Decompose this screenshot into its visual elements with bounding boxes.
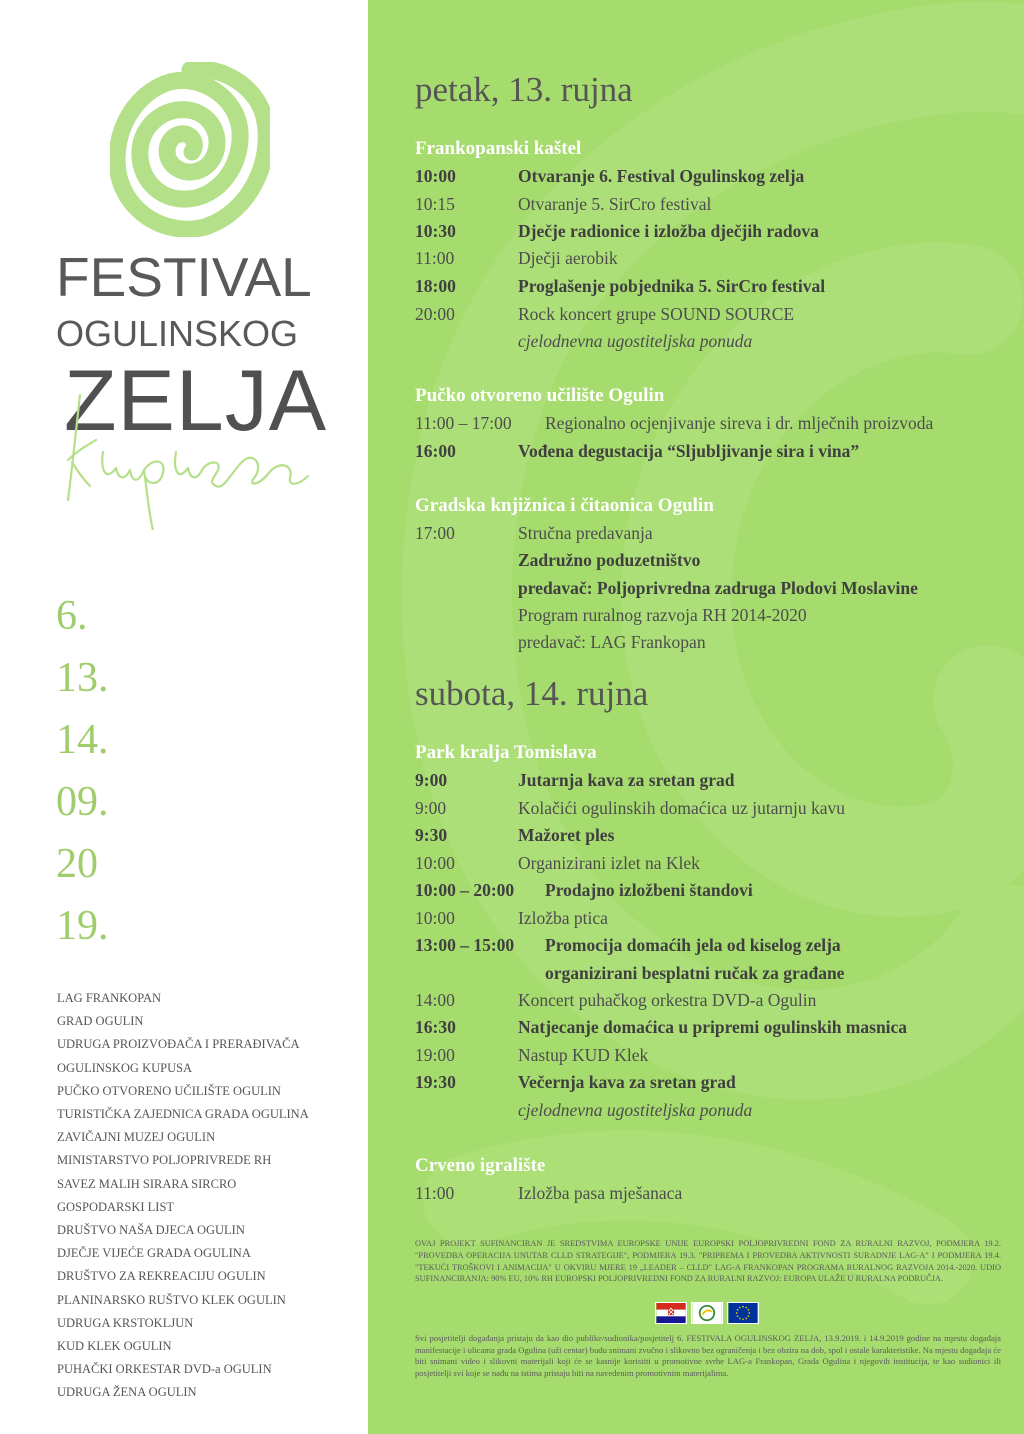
event-time: 11:00	[415, 1183, 455, 1203]
schedule-row	[415, 196, 711, 214]
event-time: 9:30	[415, 825, 448, 845]
croatia-flag-icon	[655, 1302, 687, 1324]
venue-heading: Pučko otvoreno učilište Ogulin	[415, 385, 665, 406]
event-title: Natjecanje domaćica u pripremi ogulinskih masnica	[518, 1017, 908, 1037]
schedule-row	[415, 827, 614, 845]
partner-item: GOSPODARSKI LIST	[57, 1199, 175, 1214]
schedule-row	[415, 306, 794, 324]
event-time: 20:00	[415, 304, 455, 324]
left-column	[0, 0, 368, 1434]
schedule-row	[415, 1047, 648, 1065]
festival-dates	[56, 585, 109, 957]
schedule-row	[415, 800, 845, 818]
partner-item: UDRUGA KRSTOKLJUN	[57, 1315, 194, 1330]
partner-item: TURISTIČKA ZAJEDNICA GRADA OGULINA	[57, 1107, 309, 1122]
event-title: Promocija domaćih jela od kiselog zelja	[545, 935, 841, 955]
lecture-line: Program ruralnog razvoja RH 2014-2020	[518, 605, 807, 625]
partner-item: OGULINSKOG KUPUSA	[57, 1060, 193, 1075]
lecture-line: predavač: Poljoprivredna zadruga Plodovi Moslavine	[518, 578, 918, 598]
venue-heading: Park kralja Tomislava	[415, 742, 597, 763]
title-festival: FESTIVAL	[56, 246, 312, 308]
date-line: 13.	[56, 655, 109, 701]
event-title: Izložba pasa mješanaca	[518, 1183, 683, 1203]
lecture-line: Zadružno poduzetništvo	[518, 550, 701, 570]
event-time: 9:00	[415, 798, 447, 818]
event-title: Dječje radionice i izložba dječjih radova	[518, 221, 819, 241]
schedule-row	[415, 882, 753, 900]
event-time: 10:00 – 20:00	[415, 880, 515, 900]
event-title: Rock koncert grupe SOUND SOURCE	[518, 304, 795, 324]
partner-item: PLANINARSKO RUŠTVO KLEK OGULIN	[57, 1292, 286, 1307]
event-title: Izložba ptica	[518, 908, 608, 928]
partner-item: MINISTARSTVO POLJOPRIVREDE RH	[57, 1153, 272, 1168]
event-time: 11:00 – 17:00	[415, 413, 512, 433]
event-time: 10:00	[415, 853, 455, 873]
partner-item: GRAD OGULIN	[57, 1014, 144, 1029]
venue-heading: Frankopanski kaštel	[415, 138, 582, 159]
schedule-row	[415, 772, 734, 790]
schedule-row	[415, 910, 608, 928]
kupusa-script-logo	[58, 390, 348, 530]
event-time: 16:30	[415, 1017, 456, 1037]
event-title: Večernja kava za sretan grad	[518, 1072, 736, 1092]
event-title: Organizirani izlet na Klek	[518, 853, 700, 873]
partner-item: PUHAČKI ORKESTAR DVD-a OGULIN	[57, 1362, 272, 1377]
event-time: 10:15	[415, 194, 455, 214]
schedule-row	[415, 223, 819, 241]
event-title: Otvaranje 6. Festival Ogulinskog zelja	[518, 166, 805, 186]
event-time: 10:00	[415, 908, 455, 928]
partner-item: UDRUGA ŽENA OGULIN	[57, 1385, 197, 1400]
schedule-row	[415, 525, 653, 543]
event-time: 17:00	[415, 523, 455, 543]
schedule-row	[415, 1185, 682, 1203]
partner-item: PUČKO OTVORENO UČILIŠTE OGULIN	[57, 1083, 281, 1098]
schedule-row	[415, 278, 825, 296]
program-panel	[368, 0, 1024, 1434]
event-time: 13:00 – 15:00	[415, 935, 515, 955]
eu-funding-notice: OVAJ PROJEKT SUFINANCIRAN JE SREDSTVIMA EUROPSKE UNIJE EUROPSKI POLJOPRIVREDNI FOND ZA RURALNI RAZVOJ, PODMJERA 19.2. "PROVEDBA OPERACIJA UNUTAR CLLD STRATEGIJE", PODMJERA 19.3. "PRIPREMA I PROVEDBA AKTIVNOSTI SURADNJE LAG-A" I PODMJERA 19.4. "TEKUĆI TROŠKOVI I ANIMACIJA" U OKVIRU MJERE 19 „LEADER – CLLD" LAG-A FRANKOPAN PROGRAMA RURALNOG RAZVOJA 2014.-2020. UDIO SUFINANCIRANJA: 90% EU, 10% RH EUROPSKI POLJOPRIVREDNI FOND ZA RURALNI RAZVOJ: EUROPA ULAŽE U RURALNA PODRUČJA.	[415, 1239, 1001, 1284]
partner-item: DRUŠTVO NAŠA DJECA OGULIN	[57, 1223, 245, 1238]
event-title: Prodajno izložbeni štandovi	[545, 880, 753, 900]
date-line: 19.	[56, 903, 109, 949]
event-time: 16:00	[415, 441, 456, 461]
partner-list	[57, 987, 309, 1405]
day-heading: petak, 13. rujna	[415, 70, 633, 109]
date-line: 09.	[56, 779, 109, 825]
event-title: Nastup KUD Klek	[518, 1045, 649, 1065]
schedule-row	[415, 855, 700, 873]
event-time: 11:00	[415, 248, 455, 268]
venue-heading: Gradska knjižnica i čitaonica Ogulin	[415, 495, 714, 516]
event-time: 19:30	[415, 1072, 456, 1092]
background-spiral-decoration	[368, 0, 1024, 1434]
partner-item: UDRUGA PROIZVOĐAČA I PRERAĐIVAČA	[57, 1037, 300, 1052]
partner-item: DJEČJE VIJEĆE GRADA OGULINA	[57, 1246, 251, 1261]
event-title: Otvaranje 5. SirCro festival	[518, 194, 712, 214]
schedule-row	[415, 168, 804, 186]
catering-note: cjelodnevna ugostiteljska ponuda	[518, 331, 753, 351]
event-time: 14:00	[415, 990, 455, 1010]
venue-heading: Crveno igralište	[415, 1155, 546, 1176]
filming-consent-notice: Svi posjetitelji događanja pristaju da kao dio publike/sudionika/posjetitelj 6. FESTIVALA OGULINSKOG ZELJA, 13.9.2019. i 14.9.2019 godine na mjestu događaja manifestacije i ulicama grada Ogulina (uži centar) budu snimani zvučno i slikovno bez ograničenja i bez obzira na dob, spol i ostale karakteristike. Na mjestu događaja će biti snimani video i slikovni materijali koji će se kasnije koristiti u promotivne svrhe LAG-a Frankopan, Grada Ogulina i njegovih institucija, te kao sudionici ili posjetitelji svi koje se nađu na istima pristaju biti na navedenim promotivnim materijalima.	[415, 1333, 1001, 1378]
event-time: 19:00	[415, 1045, 455, 1065]
event-time: 9:00	[415, 770, 448, 790]
eu-flag-icon	[727, 1302, 759, 1324]
schedule-row	[415, 443, 859, 461]
lecture-line: predavač: LAG Frankopan	[518, 632, 706, 652]
event-title: Regionalno ocjenjivanje sireva i dr. mlječnih proizvoda	[545, 413, 934, 433]
day-heading: subota, 14. rujna	[415, 674, 649, 713]
event-title: Dječji aerobik	[518, 248, 618, 268]
event-title: Koncert puhačkog orkestra DVD-a Ogulin	[518, 990, 817, 1010]
leader-logo-icon	[691, 1302, 723, 1324]
event-title: Vođena degustacija “Sljubljivanje sira i vina”	[518, 441, 860, 461]
catering-note: cjelodnevna ugostiteljska ponuda	[518, 1100, 753, 1120]
cabbage-spiral-logo	[110, 62, 270, 237]
partner-item: KUD KLEK OGULIN	[57, 1339, 172, 1354]
title-zelja: ZELJA	[64, 353, 328, 449]
event-time: 10:00	[415, 166, 456, 186]
schedule-row-continued: organizirani besplatni ručak za građane	[545, 963, 845, 983]
schedule-row	[415, 937, 841, 955]
schedule-row	[415, 415, 933, 433]
title-ogulinskog: OGULINSKOG	[56, 313, 299, 354]
partner-item: ZAVIČAJNI MUZEJ OGULIN	[57, 1130, 216, 1145]
event-time: 18:00	[415, 276, 456, 296]
date-line: 6.	[56, 593, 88, 639]
partner-item: LAG FRANKOPAN	[57, 991, 162, 1005]
date-line: 20	[56, 841, 98, 887]
event-title: Mažoret ples	[518, 825, 615, 845]
schedule-row	[415, 992, 816, 1010]
event-title: Jutarnja kava za sretan grad	[518, 770, 735, 790]
partner-item: DRUŠTVO ZA REKREACIJU OGULIN	[57, 1269, 266, 1284]
event-time: 10:30	[415, 221, 456, 241]
schedule-row	[415, 1019, 907, 1037]
event-title: Kolačići ogulinskih domaćica uz jutarnju kavu	[518, 798, 846, 818]
partner-item: SAVEZ MALIH SIRARA SIRCRO	[57, 1176, 237, 1191]
schedule-row	[415, 1074, 736, 1092]
schedule-row	[415, 250, 618, 268]
date-line: 14.	[56, 717, 109, 763]
funding-logos	[655, 1302, 759, 1324]
event-title: Stručna predavanja	[518, 523, 653, 543]
event-title: Proglašenje pobjednika 5. SirCro festival	[518, 276, 826, 296]
